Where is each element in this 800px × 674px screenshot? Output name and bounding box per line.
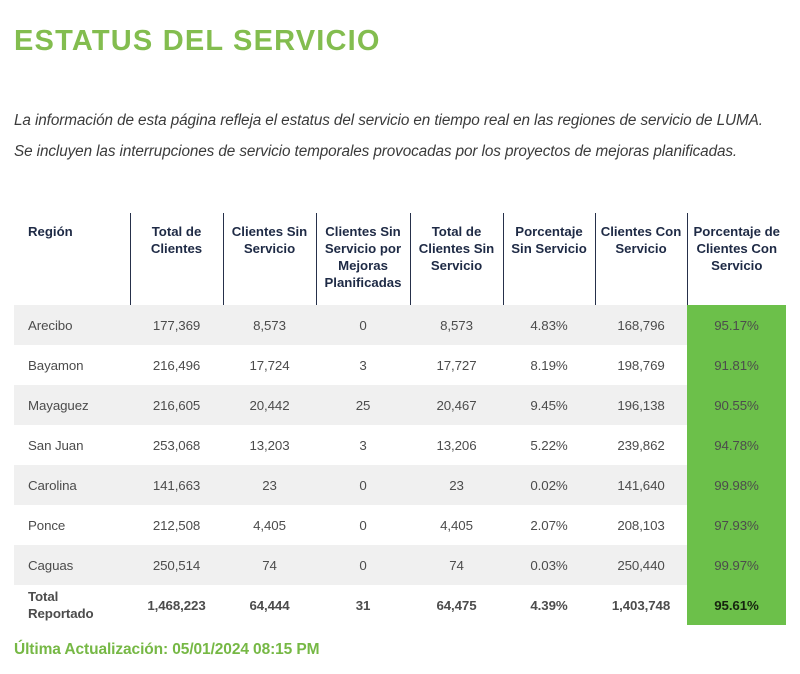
cell-region: Total Reportado	[14, 585, 130, 625]
cell-total-clientes: 250,514	[130, 545, 223, 585]
cell-total-clientes: 212,508	[130, 505, 223, 545]
cell-clientes-sin-servicio: 23	[223, 465, 316, 505]
cell-total-clientes-sin-servicio: 8,573	[410, 305, 503, 345]
service-status-table	[14, 213, 786, 625]
table-row	[14, 465, 786, 505]
cell-porcentaje-sin-servicio: 4.39%	[503, 585, 595, 625]
cell-total-clientes-sin-servicio: 74	[410, 545, 503, 585]
cell-porcentaje-sin-servicio: 8.19%	[503, 345, 595, 385]
column-header-clientes-con-servicio: Clientes Con Servicio	[595, 213, 687, 305]
cell-clientes-con-servicio: 208,103	[595, 505, 687, 545]
column-header-region: Región	[28, 224, 73, 239]
cell-region: Mayaguez	[14, 385, 130, 425]
cell-clientes-con-servicio: 250,440	[595, 545, 687, 585]
cell-clientes-sin-servicio-mejoras: 0	[316, 465, 410, 505]
cell-total-clientes: 216,605	[130, 385, 223, 425]
table-row	[14, 545, 786, 585]
table-row	[14, 345, 786, 385]
cell-total-clientes-sin-servicio: 20,467	[410, 385, 503, 425]
cell-porcentaje-clientes-con-servicio: 95.61%	[687, 585, 786, 625]
cell-porcentaje-clientes-con-servicio: 99.97%	[687, 545, 786, 585]
table-body	[14, 305, 786, 625]
table-row	[14, 425, 786, 465]
cell-clientes-con-servicio: 196,138	[595, 385, 687, 425]
cell-clientes-sin-servicio: 17,724	[223, 345, 316, 385]
cell-porcentaje-clientes-con-servicio: 94.78%	[687, 425, 786, 465]
cell-clientes-con-servicio: 168,796	[595, 305, 687, 345]
column-header-total-clientes-sin-servicio: Total de Clientes Sin Servicio	[410, 213, 503, 305]
page-title: ESTATUS DEL SERVICIO	[14, 25, 381, 58]
cell-region: Bayamon	[14, 345, 130, 385]
cell-total-clientes: 253,068	[130, 425, 223, 465]
cell-region: Arecibo	[14, 305, 130, 345]
cell-region: Ponce	[14, 505, 130, 545]
cell-porcentaje-sin-servicio: 2.07%	[503, 505, 595, 545]
cell-total-clientes: 141,663	[130, 465, 223, 505]
cell-total-clientes: 1,468,223	[130, 585, 223, 625]
cell-total-clientes-sin-servicio: 13,206	[410, 425, 503, 465]
cell-clientes-con-servicio: 141,640	[595, 465, 687, 505]
cell-clientes-con-servicio: 198,769	[595, 345, 687, 385]
cell-clientes-sin-servicio: 20,442	[223, 385, 316, 425]
cell-porcentaje-clientes-con-servicio: 99.98%	[687, 465, 786, 505]
column-header-porcentaje-sin-servicio: Porcentaje Sin Servicio	[503, 213, 595, 305]
cell-total-clientes-sin-servicio: 64,475	[410, 585, 503, 625]
intro-description: La información de esta página refleja el estatus del servicio en tiempo real en las regiones de servicio de LUMA. Se incluyen las interrupciones de servicio temporales provocadas por los proyectos de mejoras planificadas.	[14, 112, 763, 161]
cell-total-clientes-sin-servicio: 23	[410, 465, 503, 505]
cell-region: Carolina	[14, 465, 130, 505]
table-header-row	[14, 213, 786, 305]
last-update-label: Última Actualización: 05/01/2024 08:15 PM	[14, 641, 320, 658]
column-header-total-clientes: Total de Clientes	[130, 213, 223, 305]
cell-clientes-sin-servicio-mejoras: 31	[316, 585, 410, 625]
cell-porcentaje-sin-servicio: 5.22%	[503, 425, 595, 465]
cell-porcentaje-clientes-con-servicio: 97.93%	[687, 505, 786, 545]
status-table-container	[0, 213, 800, 625]
table-row	[14, 305, 786, 345]
table-total-row	[14, 585, 786, 625]
cell-porcentaje-sin-servicio: 0.02%	[503, 465, 595, 505]
cell-porcentaje-clientes-con-servicio: 95.17%	[687, 305, 786, 345]
cell-porcentaje-sin-servicio: 9.45%	[503, 385, 595, 425]
cell-total-clientes-sin-servicio: 4,405	[410, 505, 503, 545]
cell-clientes-sin-servicio-mejoras: 0	[316, 505, 410, 545]
cell-clientes-con-servicio: 1,403,748	[595, 585, 687, 625]
cell-clientes-sin-servicio: 64,444	[223, 585, 316, 625]
cell-clientes-sin-servicio-mejoras: 3	[316, 345, 410, 385]
cell-porcentaje-sin-servicio: 4.83%	[503, 305, 595, 345]
column-header-clientes-sin-servicio: Clientes Sin Servicio	[223, 213, 316, 305]
cell-region: San Juan	[14, 425, 130, 465]
cell-clientes-sin-servicio-mejoras: 3	[316, 425, 410, 465]
cell-porcentaje-clientes-con-servicio: 91.81%	[687, 345, 786, 385]
cell-total-clientes-sin-servicio: 17,727	[410, 345, 503, 385]
cell-clientes-sin-servicio: 74	[223, 545, 316, 585]
cell-region: Caguas	[14, 545, 130, 585]
cell-total-clientes: 216,496	[130, 345, 223, 385]
cell-clientes-sin-servicio-mejoras: 25	[316, 385, 410, 425]
cell-clientes-sin-servicio-mejoras: 0	[316, 305, 410, 345]
cell-total-clientes: 177,369	[130, 305, 223, 345]
table-header	[14, 213, 786, 305]
column-header-porcentaje-clientes-con-servicio: Porcentaje de Clientes Con Servicio	[687, 213, 786, 305]
cell-clientes-sin-servicio-mejoras: 0	[316, 545, 410, 585]
cell-clientes-sin-servicio: 4,405	[223, 505, 316, 545]
cell-clientes-sin-servicio: 13,203	[223, 425, 316, 465]
column-header-clientes-sin-servicio-mejoras: Clientes Sin Servicio por Mejoras Planificadas	[316, 213, 410, 305]
table-row	[14, 505, 786, 545]
cell-clientes-sin-servicio: 8,573	[223, 305, 316, 345]
cell-clientes-con-servicio: 239,862	[595, 425, 687, 465]
cell-porcentaje-sin-servicio: 0.03%	[503, 545, 595, 585]
table-row	[14, 385, 786, 425]
cell-porcentaje-clientes-con-servicio: 90.55%	[687, 385, 786, 425]
